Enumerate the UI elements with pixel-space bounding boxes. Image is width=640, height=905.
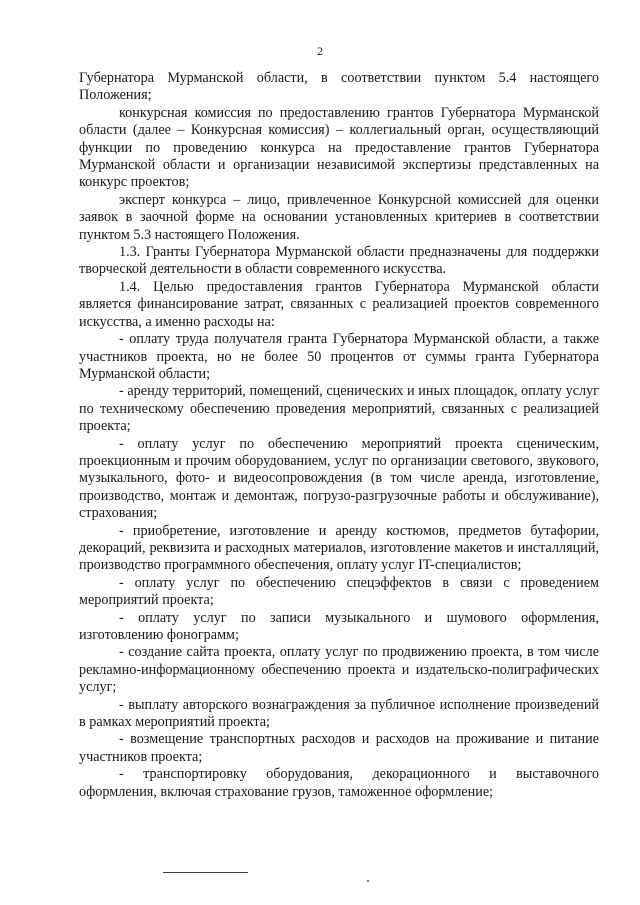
paragraph: - оплату труда получателя гранта Губернатора Мурманской области, а также участников проекта, но не более 50 процентов от суммы гранта Губернатора Мурманской области; [79, 331, 599, 382]
paragraph: - возмещение транспортных расходов и расходов на проживание и питание участников проекта; [79, 731, 599, 765]
paragraph: - транспортировку оборудования, декорационного и выставочного оформления, включая страхование грузов, таможенное оформление; [79, 766, 599, 800]
paragraph: 1.3. Гранты Губернатора Мурманской области предназначены для поддержки творческой деятельности в области современного искусства. [79, 244, 599, 278]
paragraph: - приобретение, изготовление и аренду костюмов, предметов бутафории, декораций, реквизита и расходных материалов, изготовление макетов и инсталляций, производство программного обеспечения, оплату услуг IT-специалистов; [79, 522, 599, 574]
paragraph: - аренду территорий, помещений, сценических и иных площадок, оплату услуг по техническому обеспечению проведения мероприятий, связанных с реализацией проекта; [79, 383, 599, 435]
footer-rule [163, 872, 248, 873]
paragraph: Губернатора Мурманской области, в соответствии пунктом 5.4 настоящего Положения; [79, 70, 599, 104]
page-number: 2 [317, 44, 323, 58]
paragraph: - оплату услуг по записи музыкального и шумового оформления, изготовлению фонограмм; [79, 609, 599, 643]
footer-mark [367, 880, 369, 882]
paragraph: - создание сайта проекта, оплату услуг по продвижению проекта, в том числе рекламно-информационному обеспечению проекта и издательско-полиграфических услуг; [79, 644, 599, 696]
document-body [79, 70, 599, 801]
paragraph: - выплату авторского вознаграждения за публичное исполнение произведений в рамках мероприятий проекта; [79, 696, 599, 731]
paragraph: конкурсная комиссия по предоставлению грантов Губернатора Мурманской области (далее – Конкурсная комиссия) – коллегиальный орган, осуществляющий функции по проведению конкурса на предоставление грантов Губернатора Мурманской области и организации независимой экспертизы представленных на конкурс проектов; [79, 104, 599, 191]
paragraph: эксперт конкурса – лицо, привлеченное Конкурсной комиссией для оценки заявок в заочной форме на основании установленных критериев в соответствии пунктом 5.3 настоящего Положения. [79, 191, 599, 243]
paragraph: - оплату услуг по обеспечению мероприятий проекта сценическим, проекционным и прочим оборудованием, услуг по организации светового, звукового, музыкального, фото- и видеосопровождения (в том числе аренда, изготовление, производство, монтаж и демонтаж, погрузо-разгрузочные работы и обслуживание), страхования; [79, 435, 599, 522]
paragraph: 1.4. Целью предоставления грантов Губернатора Мурманской области является финансирование затрат, связанных с реализацией проектов современного искусства, а именно расходы на: [79, 278, 599, 330]
paragraph: - оплату услуг по обеспечению спецэффектов в связи с проведением мероприятий проекта; [79, 574, 599, 609]
